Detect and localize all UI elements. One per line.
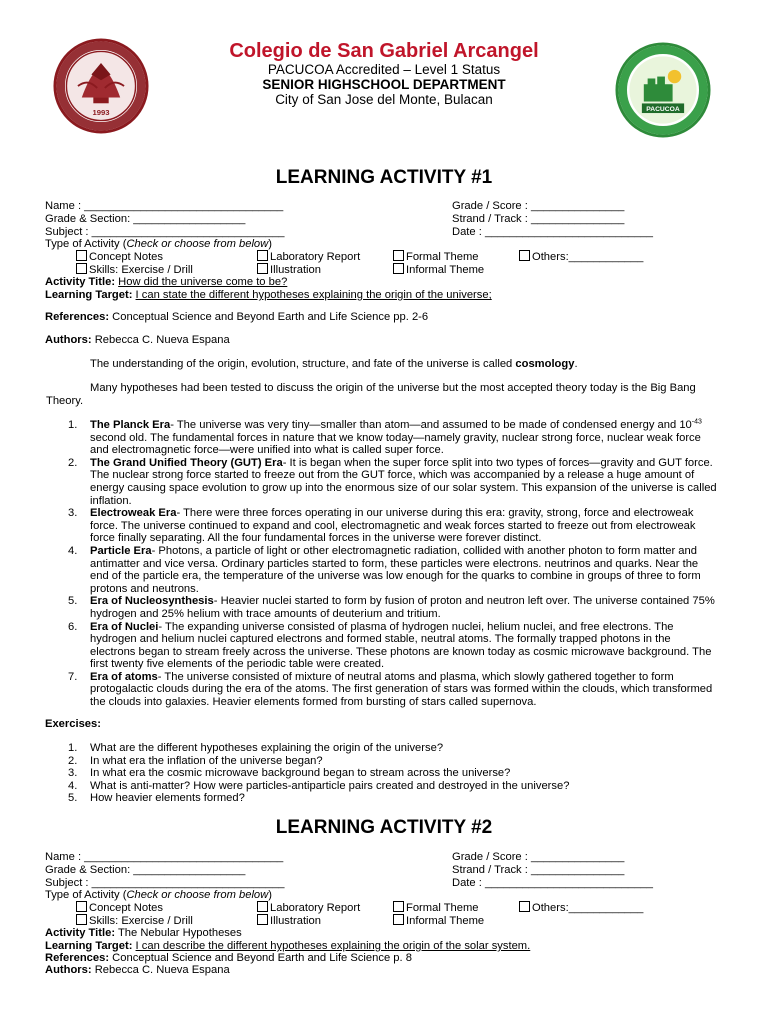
checkbox[interactable] (257, 914, 268, 925)
list-item: 5. Era of Nucleosynthesis- Heavier nuclei started to form by fusion of proton and neutron left over. The universe contained 75% hydrogen and 25% helium with trace amounts of deuterium and tritium. (68, 595, 715, 620)
seal-year: 1993 (92, 107, 110, 117)
option-skills-drill[interactable]: Skills: Exercise / Drill (76, 914, 193, 928)
authors-line: Authors: Rebecca C. Nueva Espana (45, 964, 230, 976)
pacucoa-logo-name: PACUCOA (646, 106, 680, 114)
checkbox[interactable] (76, 263, 87, 274)
name-field[interactable]: Name : ________________________________ (45, 851, 284, 863)
subject-field[interactable]: Subject : _______________________________ (45, 226, 285, 238)
list-item: 5. How heavier elements formed? (68, 792, 245, 805)
list-item: 4. What is anti-matter? How were particles-antiparticle pairs created and destroyed in the universe? (68, 779, 570, 792)
references-line: References: Conceptual Science and Beyond Earth and Life Science p. 8 (45, 952, 412, 964)
exercise-list (46, 742, 718, 805)
cosmology-paragraph: The understanding of the origin, evolution, structure, and fate of the universe is called cosmology. (90, 358, 578, 370)
option-others[interactable]: Others:____________ (519, 901, 643, 915)
school-location: City of San Jose del Monte, Bulacan (275, 92, 493, 107)
learning-target-line: Learning Target: I can state the different hypotheses explaining the origin of the universe; (45, 289, 492, 301)
activity-2-title: LEARNING ACTIVITY #2 (275, 817, 493, 838)
grade-score-field[interactable]: Grade / Score : _______________ (452, 200, 625, 212)
activity-type-label: Type of Activity (Check or choose from below) (45, 238, 272, 250)
option-formal-theme[interactable]: Formal Theme (393, 250, 479, 264)
option-illustration[interactable]: Illustration (257, 914, 321, 928)
subject-field[interactable]: Subject : _______________________________ (45, 877, 285, 889)
checkbox[interactable] (257, 250, 268, 261)
checkbox[interactable] (393, 901, 404, 912)
references-line: References: Conceptual Science and Beyond Earth and Life Science pp. 2-6 (45, 311, 429, 323)
learning-target-line: Learning Target: I can describe the different hypotheses explaining the origin of the solar system. (45, 940, 531, 952)
checkbox[interactable] (257, 263, 268, 274)
date-field[interactable]: Date : ___________________________ (452, 877, 653, 889)
checkbox[interactable] (76, 250, 87, 261)
grade-section-field[interactable]: Grade & Section: __________________ (45, 864, 246, 876)
big-bang-paragraph: Many hypotheses had been tested to discuss the origin of the universe but the most accepted theory today is the Big Bang Theory. (46, 382, 696, 407)
activity-1-title: LEARNING ACTIVITY #1 (275, 167, 493, 188)
checkbox[interactable] (393, 263, 404, 274)
school-name: Colegio de San Gabriel Arcangel (229, 40, 539, 62)
list-item: 3. Electroweak Era- There were three forces operating in our universe during this era: gravity, strong, force and electroweak force. The universe continued to expand and cool, electromagnetic and weak forces started to freeze out from electroweak force finally separating. All the four fundamental forces in the universe were forever distinct. (68, 507, 696, 545)
checkbox[interactable] (519, 901, 530, 912)
exercises-heading: Exercises: (45, 718, 101, 730)
list-item: 3. In what era the cosmic microwave background began to stream across the universe? (68, 767, 511, 780)
list-item: 1. What are the different hypotheses explaining the origin of the universe? (68, 742, 444, 754)
grade-score-field[interactable]: Grade / Score : _______________ (452, 851, 625, 863)
option-informal-theme[interactable]: Informal Theme (393, 914, 484, 928)
date-field[interactable]: Date : ___________________________ (452, 226, 653, 238)
option-laboratory-report[interactable]: Laboratory Report (257, 901, 360, 915)
activity-title-line: Activity Title: How did the universe come to be? (45, 276, 288, 288)
option-others[interactable]: Others:____________ (519, 250, 643, 264)
authors-line: Authors: Rebecca C. Nueva Espana (45, 334, 230, 346)
accreditation-status: PACUCOA Accredited – Level 1 Status (267, 62, 501, 77)
checkbox[interactable] (393, 250, 404, 261)
checkbox[interactable] (76, 901, 87, 912)
list-item: 2. In what era the inflation of the universe began? (68, 754, 323, 767)
list-item: 4. Particle Era- Photons, a particle of light or other electromagnetic radiation, collided with another photon to form matter and antimatter and vice versa. Ordinary particles started to form, these particles were electrons. neutrinos and quarks. Near the end of the particle era, the temperature of the universe was low enough for the quarks to combine in groups of three to form protons and neutrons. (68, 544, 701, 595)
checkbox[interactable] (257, 901, 268, 912)
list-item: 7. Era of atoms- The universe consisted of mixture of neutral atoms and plasma, which slowly gathered together to form protogalactic clouds during the era of the atoms. The first generation of stars was formed within the clouds, which transformed the clouds into galaxies. Heavier elements formed from bursting of stars called supernova. (68, 670, 713, 709)
option-formal-theme[interactable]: Formal Theme (393, 901, 479, 915)
activity-type-label: Type of Activity (Check or choose from below) (45, 889, 272, 901)
list-item: 6. Era of Nuclei- The expanding universe consisted of plasma of hydrogen nuclei, helium nuclei, and free electrons. The hydrogen and helium nuclei captured electrons and formed stable, neutral atoms. The formally trapped photons in the electrons began to stream freely across the universe. These photons are known today as cosmic microwave background. The first twenty five elements of the periodic table were created. (68, 620, 712, 671)
option-concept-notes[interactable]: Concept Notes (76, 901, 163, 915)
option-skills-drill[interactable]: Skills: Exercise / Drill (76, 263, 193, 277)
era-list (46, 419, 718, 709)
list-item: 1. The Planck Era- The universe was very tiny—smaller than atom—and assumed to be made of condensed energy and $10^{-43}$ second old. The fundamental forces in nature that we know today—namely gravity, nuclear strong force, nuclear weak force and electromagnetic force—were unified into what is called super force. (68, 418, 702, 457)
checkbox[interactable] (393, 914, 404, 925)
checkbox[interactable] (519, 250, 530, 261)
strand-track-field[interactable]: Strand / Track : _______________ (452, 864, 625, 876)
department-name: SENIOR HIGHSCHOOL DEPARTMENT (262, 77, 506, 92)
list-item: 2. The Grand Unified Theory (GUT) Era- It is began when the super force split into two types of forces—gravity and GUT force. The nuclear strong force started to freeze out from the GUT force, which was accompanied by a release a huge amount of energy causing space evolution to grow up into the enormous size of our solar system. This expansion of the universe is called inflation. (68, 456, 717, 507)
name-field[interactable]: Name : ________________________________ (45, 200, 284, 212)
strand-track-field[interactable]: Strand / Track : _______________ (452, 213, 625, 225)
grade-section-field[interactable]: Grade & Section: __________________ (45, 213, 246, 225)
option-laboratory-report[interactable]: Laboratory Report (257, 250, 360, 264)
checkbox[interactable] (76, 914, 87, 925)
activity-title-line: Activity Title: The Nebular Hypotheses (45, 927, 242, 939)
option-informal-theme[interactable]: Informal Theme (393, 263, 484, 277)
option-illustration[interactable]: Illustration (257, 263, 321, 277)
option-concept-notes[interactable]: Concept Notes (76, 250, 163, 264)
